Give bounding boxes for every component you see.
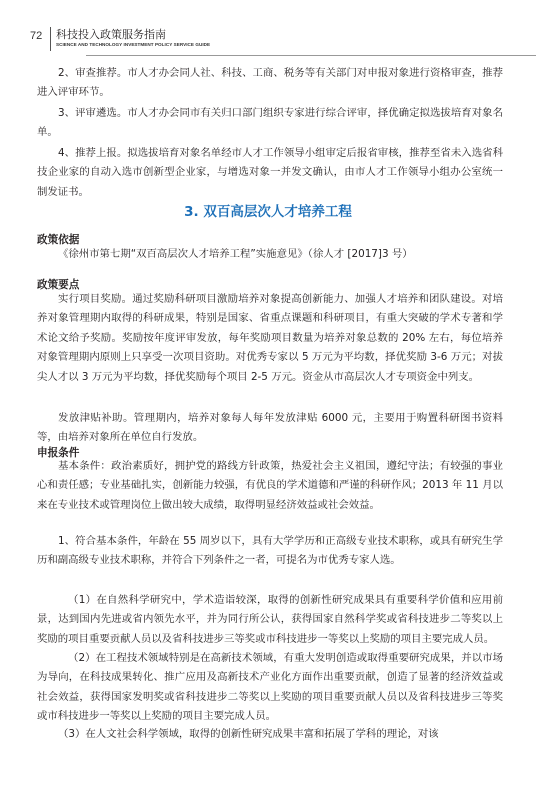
conditions-item-1-3: （3）在人文社会科学领域，取得的创新性研究成果丰富和拓展了学科的理论，对该 <box>58 728 439 740</box>
policy-basis-heading: 政策依据 <box>37 234 80 246</box>
conditions-item-1-1: （1）在自然科学研究中，学术造诣较深，取得的创新性研究成果具有重要科学价值和应用前景，达到国内先进或省内领先水平，并为同行所公认，获得国家自然科学奖或省科技进步二等奖以上奖励的项目重要贡献人员以及省科技进步三等奖或市科技进步一等奖以上奖励的项目主要完成人员。 <box>37 594 503 645</box>
conditions-item-1-2: （2）在工程技术领域特别是在高新技术领域，有重大发明创造或取得重要研究成果，并以市场为导向，在科技成果转化、推广应用及高新技术产业化方面作出重要贡献，创造了显著的经济效益或社会效益，获得国家发明奖或省科技进步二等奖以上奖励的项目重要贡献人员以及省科技进步三等奖或市科技进步一等奖以上奖励的项目主要完成人员。 <box>37 652 503 723</box>
header-divider <box>50 27 51 51</box>
conditions-heading: 申报条件 <box>37 447 80 459</box>
conditions-basic: 基本条件：政治素质好，拥护党的路线方针政策，热爱社会主义祖国，遵纪守法；有较强的事业心和责任感；专业基础扎实，创新能力较强，有优良的学术道德和严谨的科研作风；2013 年 11 月以来在专业技术或管理岗位上做出较大成绩，取得明显经济效益或社会效益。 <box>37 460 503 511</box>
policy-points-paragraph-2: 发放津贴补助。管理期内，培养对象每人每年发放津贴 6000 元，主要用于购置科研图书资料等，由培养对象所在单位自行发放。 <box>37 412 503 444</box>
policy-points-paragraph-1: 实行项目奖励。通过奖励科研项目激励培养对象提高创新能力、加强人才培养和团队建设。对培养对象管理期内取得的科研成果，特别是国家、省重点课题和科研项目，有重大突破的学术专著和学术论文给予奖励。奖励按年度评审发放，每年奖励项目数量为培养对象总数的 20% 左右，每位培养对象管理期内原则上只享受一次项目资助。对优秀专家以 5 万元为平均数，择优奖励 3-6 万元；对拔尖人才以 3 万元为平均数，择优奖励每个项目 2-5 万元。资金从市高层次人才专项资金中列支。 <box>37 293 503 383</box>
page-header <box>30 26 510 56</box>
paragraph-evaluation-selection: 3、评审遴选。市人才办会同市有关归口部门组织专家进行综合评审，择优确定拟选拔培育对象名单。 <box>37 107 503 139</box>
policy-basis-text: 《徐州市第七期“双百高层次人才培养工程”实施意见》（徐人才 [2017]3 号） <box>58 248 413 260</box>
paragraph-review-recommend: 2、审查推荐。市人才办会同人社、科技、工商、税务等有关部门对申报对象进行资格审查，推荐进入评审环节。 <box>37 67 503 99</box>
paragraph-recommend-report: 4、推荐上报。拟选拔培育对象名单经市人才工作领导小组审定后报省审核，推荐至省未入选省科技企业家的自动入选市创新型企业家，与增选对象一并发文确认，由市人才工作领导小组办公室统一制发证书。 <box>37 147 503 198</box>
conditions-item-1: 1、符合基本条件，年龄在 55 周岁以下，具有大学学历和正高级专业技术职称，或具有研究生学历和副高级专业技术职称，并符合下列条件之一者，可提名为市优秀专家人选。 <box>37 535 503 567</box>
page-number: 72 <box>30 30 43 42</box>
header-title-cn: 科技投入政策服务指南 <box>56 28 166 41</box>
header-title-en: SCIENCE AND TECHNOLOGY INVESTMENT POLICY SERVICE GUIDE <box>56 42 211 47</box>
policy-points-heading: 政策要点 <box>37 279 80 291</box>
header-rule <box>86 55 536 56</box>
section-title: 3. 双百高层次人才培养工程 <box>184 204 352 220</box>
